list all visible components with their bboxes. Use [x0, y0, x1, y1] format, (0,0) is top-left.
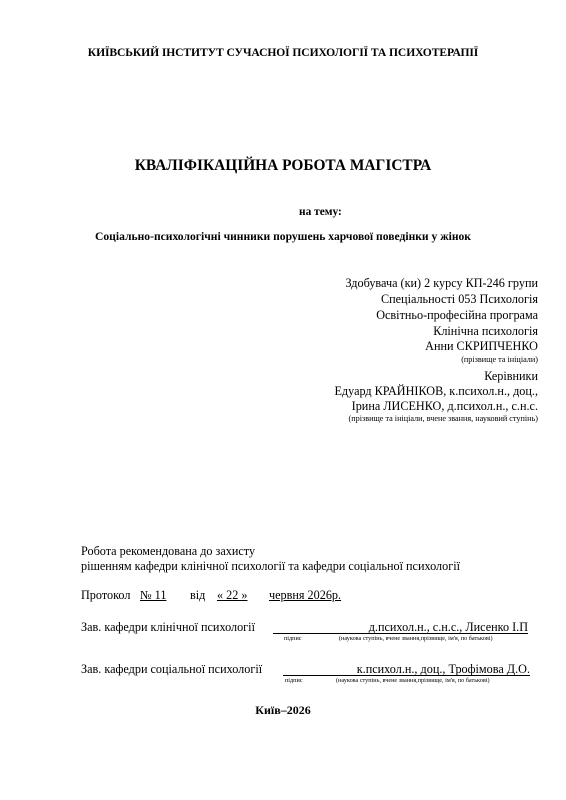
head1-value: д.психол.н., с.н.с., Лисенко І.П: [368, 620, 528, 634]
student-specialty: Спеціальності 053 Психологія: [380, 292, 538, 306]
head1-label: Зав. кафедри клінічної психології: [81, 620, 255, 634]
supervisors-note: (прізвище та ініціали, вчене звання, науковий ступінь): [348, 414, 538, 423]
theme-label: на тему:: [299, 206, 342, 218]
protocol-date-rest: червня 2026р.: [269, 588, 342, 602]
thesis-theme: Соціально-психологічні чинники порушень харчової поведінки у жінок: [95, 230, 471, 243]
head2-label: Зав. кафедри соціальної психології: [81, 662, 263, 676]
head2-value: к.психол.н., доц., Трофімова Д.О.: [356, 662, 530, 676]
student-program-name: Клінічна психологія: [433, 324, 538, 338]
protocol-label: Протокол: [81, 588, 131, 602]
student-course: Здобувача (ки) 2 курсу КП-246 групи: [345, 276, 538, 290]
supervisor-2: Ірина ЛИСЕНКО, д.психол.н., с.н.с.: [351, 399, 538, 413]
supervisors-label: Керівники: [484, 369, 538, 383]
institute-name: КИЇВСЬКИЙ ІНСТИТУТ СУЧАСНОЇ ПСИХОЛОГІЇ ТА ПСИХОТЕРАПІЇ: [87, 46, 479, 59]
protocol-date-day: « 22 »: [217, 588, 248, 602]
head1-signature-note: підпис: [284, 635, 302, 642]
protocol-from: від: [190, 588, 206, 602]
recommendation-line-1: Робота рекомендована до захисту: [81, 544, 256, 558]
supervisor-1: Едуард КРАЙНІКОВ, к.психол.н., доц.,: [334, 384, 538, 398]
head1-value-note: (наукова ступінь, вчене звання,прізвище, ім'я, по батькові): [339, 635, 493, 642]
document-title: КВАЛІФІКАЦІЙНА РОБОТА МАГІСТРА: [134, 157, 432, 174]
head2-value-note: (наукова ступінь, вчене звання,прізвище, ім'я, по батькові): [336, 677, 490, 684]
student-program: Освітньо-професійна програма: [376, 308, 538, 322]
city-year: Київ–2026: [255, 703, 311, 717]
recommendation-line-2: рішенням кафедри клінічної психології та кафедри соціальної психології: [81, 559, 460, 573]
student-name-note: (прізвище та ініціали): [461, 355, 538, 364]
student-name: Анни СКРИПЧЕНКО: [425, 339, 538, 353]
head2-signature-note: підпис: [285, 677, 303, 684]
protocol-number: № 11: [140, 588, 167, 602]
